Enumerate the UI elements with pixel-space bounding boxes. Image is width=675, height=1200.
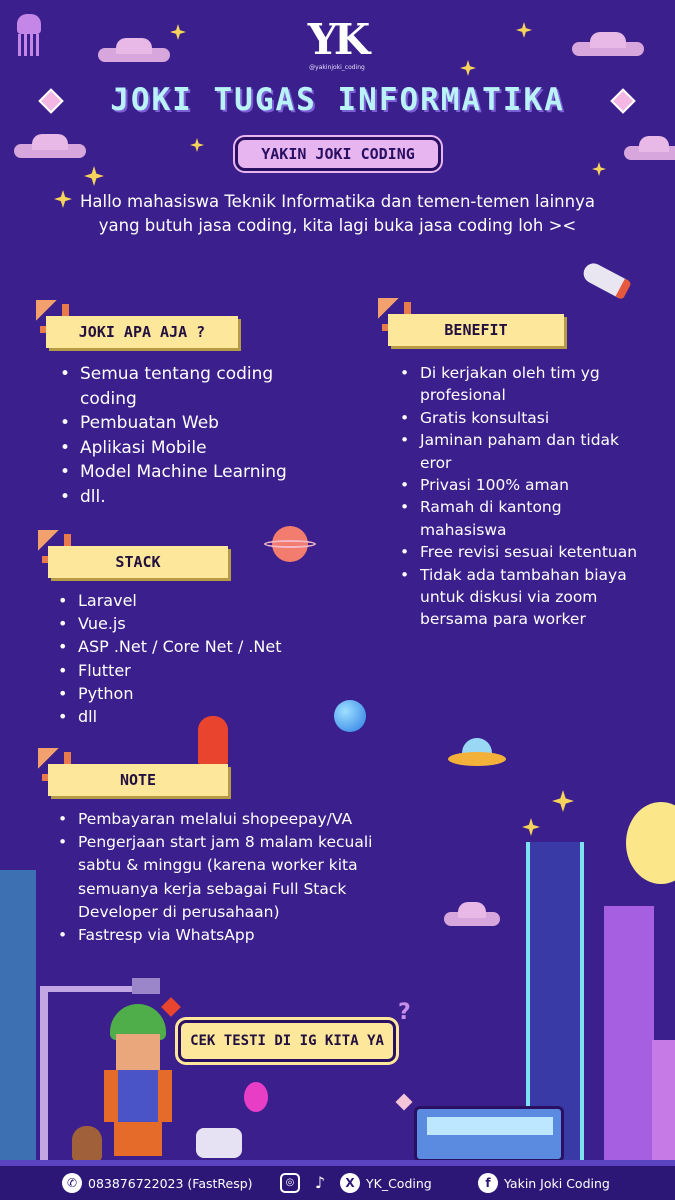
footer-tiktok[interactable] bbox=[310, 1172, 336, 1194]
facebook-text: Yakin Joki Coding bbox=[504, 1175, 610, 1191]
sparkle-icon bbox=[54, 190, 72, 208]
building-far-right bbox=[652, 1040, 675, 1166]
list-item: • Model Machine Learning bbox=[58, 460, 318, 485]
bus bbox=[414, 1106, 564, 1162]
list-item: • Pembayaran melalui shopeepay/VA bbox=[56, 808, 416, 831]
moon-icon bbox=[626, 802, 675, 884]
whatsapp-icon: ✆ bbox=[62, 1173, 82, 1193]
sparkle-icon bbox=[522, 818, 540, 836]
sparkle-icon bbox=[552, 790, 574, 812]
label-note: NOTE bbox=[48, 764, 228, 796]
sparkle-icon bbox=[84, 166, 104, 186]
building-left bbox=[0, 870, 36, 1166]
list-item: • Tidak ada tambahan biaya untuk diskusi via zoom bersama para worker bbox=[398, 564, 638, 631]
list-item: • Ramah di kantong mahasiswa bbox=[398, 496, 638, 541]
cloud-icon bbox=[14, 144, 86, 158]
cloud-icon bbox=[444, 912, 500, 926]
character bbox=[98, 1004, 178, 1160]
list-item: • ASP .Net / Core Net / .Net bbox=[56, 635, 346, 658]
cloud-icon bbox=[624, 146, 675, 160]
list-item: • Aplikasi Mobile bbox=[58, 436, 318, 461]
heart-icon bbox=[396, 1094, 413, 1111]
alien-icon bbox=[14, 14, 44, 58]
brand-pill: YAKIN JOKI CODING bbox=[235, 137, 441, 171]
note-list bbox=[56, 808, 416, 947]
label-stack: STACK bbox=[48, 546, 228, 578]
benefit-list bbox=[398, 362, 638, 631]
phone-text: 083876722023 (FastResp) bbox=[88, 1175, 253, 1191]
star-icon bbox=[516, 22, 532, 38]
cat-icon bbox=[196, 1128, 242, 1158]
list-item: • Jaminan paham dan tidak eror bbox=[398, 429, 638, 474]
list-item: • Flutter bbox=[56, 659, 346, 682]
x-icon: X bbox=[340, 1173, 360, 1193]
ufo-icon bbox=[448, 738, 506, 772]
building-right bbox=[604, 906, 654, 1166]
planet-icon bbox=[264, 524, 316, 564]
list-item: • Laravel bbox=[56, 589, 346, 612]
squirrel-icon bbox=[72, 1126, 102, 1162]
balloon-icon bbox=[244, 1082, 268, 1112]
logo-mark: YK bbox=[307, 15, 367, 64]
footer-phone[interactable] bbox=[62, 1172, 253, 1194]
list-item: • Pengerjaan start jam 8 malam kecuali sabtu & minggu (karena worker kita semuanya kerja sebagai Full Stack Developer di perusahaan) bbox=[56, 831, 416, 924]
tiktok-icon: ♪ bbox=[314, 1173, 326, 1192]
list-item: • dll. bbox=[58, 485, 318, 510]
list-item: • Fastresp via WhatsApp bbox=[56, 924, 416, 947]
cloud-icon bbox=[572, 42, 644, 56]
joki-list bbox=[58, 362, 318, 509]
list-item: • Gratis konsultasi bbox=[398, 407, 638, 429]
cloud-icon bbox=[98, 48, 170, 62]
list-item: • dll bbox=[56, 705, 346, 728]
rocket-icon bbox=[580, 260, 632, 300]
star-icon bbox=[460, 60, 476, 76]
footer-x[interactable] bbox=[340, 1172, 432, 1194]
star-icon bbox=[592, 162, 606, 176]
list-item: • Vue.js bbox=[56, 612, 346, 635]
list-item: • Di kerjakan oleh tim yg profesional bbox=[398, 362, 638, 407]
list-item: • Privasi 100% aman bbox=[398, 474, 638, 496]
list-item: • Semua tentang coding coding bbox=[58, 362, 318, 411]
star-icon bbox=[170, 24, 186, 40]
cek-testi-button[interactable]: CEK TESTI DI IG KITA YA bbox=[178, 1020, 396, 1062]
stack-list bbox=[56, 589, 346, 728]
page-title: JOKI TUGAS INFORMATIKA bbox=[110, 82, 565, 118]
list-item: • Free revisi sesuai ketentuan bbox=[398, 541, 638, 563]
footer-instagram[interactable] bbox=[280, 1172, 306, 1194]
label-benefit: BENEFIT bbox=[388, 314, 564, 346]
instagram-icon: ◎ bbox=[280, 1173, 300, 1193]
facebook-icon: f bbox=[478, 1173, 498, 1193]
list-item: • Pembuatan Web bbox=[58, 411, 318, 436]
question-icon: ? bbox=[398, 1000, 411, 1025]
logo-handle: @yakinjoki_coding bbox=[309, 64, 365, 71]
star-icon bbox=[190, 138, 204, 152]
list-item: • Python bbox=[56, 682, 346, 705]
label-joki: JOKI APA AJA ? bbox=[46, 316, 238, 348]
logo bbox=[300, 15, 374, 71]
footer-facebook[interactable] bbox=[478, 1172, 610, 1194]
x-handle-text: YK_Coding bbox=[366, 1175, 432, 1191]
intro-text: Hallo mahasiswa Teknik Informatika dan temen-temen lainnya yang butuh jasa coding, kita lagi buka jasa coding loh >< bbox=[80, 192, 595, 235]
